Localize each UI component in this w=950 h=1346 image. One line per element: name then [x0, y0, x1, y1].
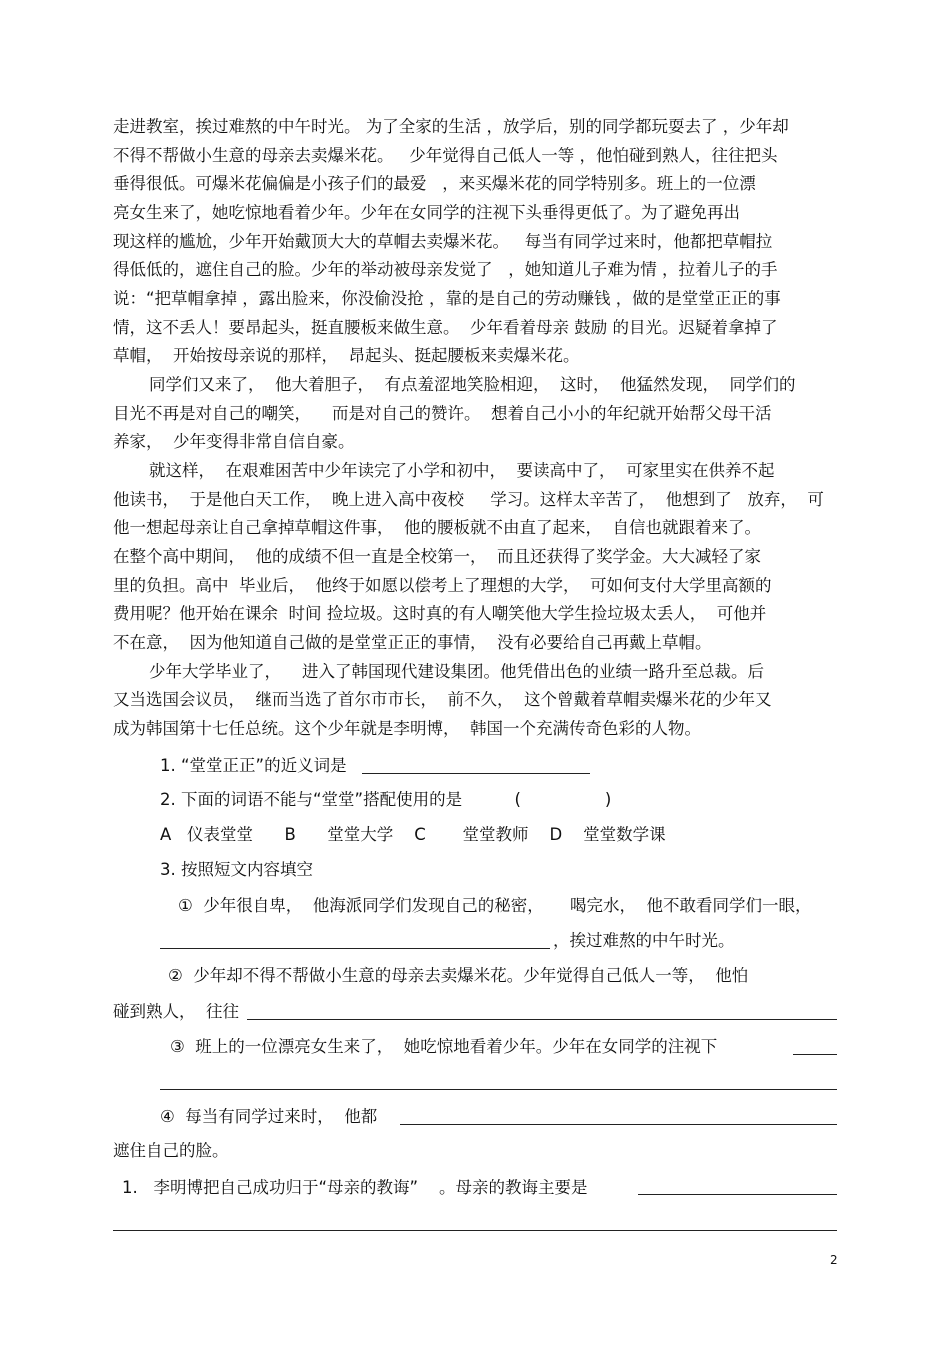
answer-blank[interactable] — [113, 1230, 837, 1231]
passage-line: 现这样的尴尬，少年开始戴顶大大的草帽去卖爆米花。 每当有同学过来时，他都把草帽拉 — [113, 232, 773, 251]
passage-line: 他一想起母亲让自己拿掉草帽这件事， 他的腰板就不由直了起来， 自信也就跟着来了。 — [113, 518, 761, 537]
answer-blank[interactable] — [793, 1054, 837, 1055]
question-3-item-1: ① 少年很自卑， 他海派同学们发现自己的秘密， 喝完水， 他不敢看同学们一眼， — [178, 896, 812, 915]
question-4: 1. 李明博把自己成功归于“母亲的教诲” 。母亲的教诲主要是 — [122, 1178, 588, 1197]
passage-line: 情，这不丢人！要昂起头，挺直腰板来做生意。 少年看着母亲 鼓励 的目光。迟疑着拿掉了 — [113, 318, 778, 337]
passage-line: 说：“把草帽拿掉 ，露出脸来，你没偷没抢 ，靠的是自己的劳动赚钱 ，做的是堂堂正正的事 — [113, 289, 781, 308]
passage-line: 草帽， 开始按母亲说的那样， 昂起头、挺起腰板来卖爆米花。 — [113, 346, 580, 365]
passage-line: 就这样， 在艰难困苦中少年读完了小学和初中， 要读高中了， 可家里实在供养不起 — [149, 461, 775, 480]
question-3-item-2: ② 少年却不得不帮做小生意的母亲去卖爆米花。少年觉得自己低人一等， 他怕 — [168, 966, 749, 985]
answer-blank[interactable] — [362, 773, 590, 774]
question-3-item-4-cont: 遮住自己的脸。 — [113, 1141, 229, 1160]
question-3-item-4: ④ 每当有同学过来时， 他都 — [160, 1107, 378, 1126]
passage-line: 得低低的，遮住自己的脸。少年的举动被母亲发觉了 ，她知道儿子难为情 ，拉着儿子的手 — [113, 260, 778, 279]
passage-line: 不得不帮做小生意的母亲去卖爆米花。 少年觉得自己低人一等 ，他怕碰到熟人，往往把头 — [113, 146, 778, 165]
answer-blank[interactable] — [400, 1124, 837, 1125]
passage-line: 垂得很低。可爆米花偏偏是小孩子们的最爱 ，来买爆米花的同学特别多。班上的一位漂 — [113, 174, 756, 193]
passage-line: 亮女生来了，她吃惊地看着少年。少年在女同学的注视下头垂得更低了。为了避免再出 — [113, 203, 740, 222]
passage-line: 不在意， 因为他知道自己做的是堂堂正正的事情， 没有必要给自己再戴上草帽。 — [113, 633, 712, 652]
page-number: 2 — [830, 1253, 838, 1267]
question-1: 1. “堂堂正正”的近义词是 — [160, 756, 347, 775]
passage-line: 他读书， 于是他白天工作， 晚上进入高中夜校 学习。这样太辛苦了， 他想到了 放弃， 可 — [113, 490, 824, 509]
passage-line: 少年大学毕业了， 进入了韩国现代建设集团。他凭借出色的业绩一路升至总裁。后 — [149, 662, 764, 681]
question-2: 2. 下面的词语不能与“堂堂”搭配使用的是 ( ) — [160, 790, 612, 809]
passage-line: 同学们又来了， 他大着胆子， 有点羞涩地笑脸相迎， 这时， 他猛然发现， 同学们的 — [149, 375, 796, 394]
passage-line: 里的负担。高中 毕业后， 他终于如愿以偿考上了理想的大学， 可如何支付大学里高额的 — [113, 576, 772, 595]
answer-blank[interactable] — [160, 1089, 837, 1090]
passage-line: 成为韩国第十七任总统。这个少年就是李明博， 韩国一个充满传奇色彩的人物。 — [113, 719, 701, 738]
question-3: 3. 按照短文内容填空 — [160, 860, 313, 879]
passage-line: 目光不再是对自己的嘲笑， 而是对自己的赞许。 想着自己小小的年纪就开始帮父母干活 — [113, 404, 772, 423]
question-3-item-3: ③ 班上的一位漂亮女生来了， 她吃惊地看着少年。少年在女同学的注视下 — [170, 1037, 718, 1056]
passage-line: 养家， 少年变得非常自信自豪。 — [113, 432, 355, 451]
answer-blank[interactable] — [638, 1194, 837, 1195]
passage-line: 在整个高中期间， 他的成绩不但一直是全校第一， 而且还获得了奖学金。大大减轻了家 — [113, 547, 761, 566]
answer-blank[interactable] — [247, 1019, 837, 1020]
question-3-item-1-cont: ，挨过难熬的中午时光。 — [553, 931, 735, 950]
passage-line: 又当选国会议员， 继而当选了首尔市市长， 前不久， 这个曾戴着草帽卖爆米花的少年又 — [113, 690, 772, 709]
passage-line: 走进教室，挨过难熬的中午时光。 为了全家的生活 ，放学后，别的同学都玩耍去了 ，少年却 — [113, 117, 789, 136]
question-3-item-2-cont: 碰到熟人， 往往 — [113, 1002, 239, 1021]
answer-blank[interactable] — [160, 948, 550, 949]
passage-line: 费用呢？他开始在课余 时间 捡垃圾。这时真的有人嘲笑他大学生捡垃圾太丢人， 可他并 — [113, 604, 767, 623]
question-2-options: A 仪表堂堂 B 堂堂大学 C 堂堂教师 D 堂堂数学课 — [160, 825, 666, 844]
